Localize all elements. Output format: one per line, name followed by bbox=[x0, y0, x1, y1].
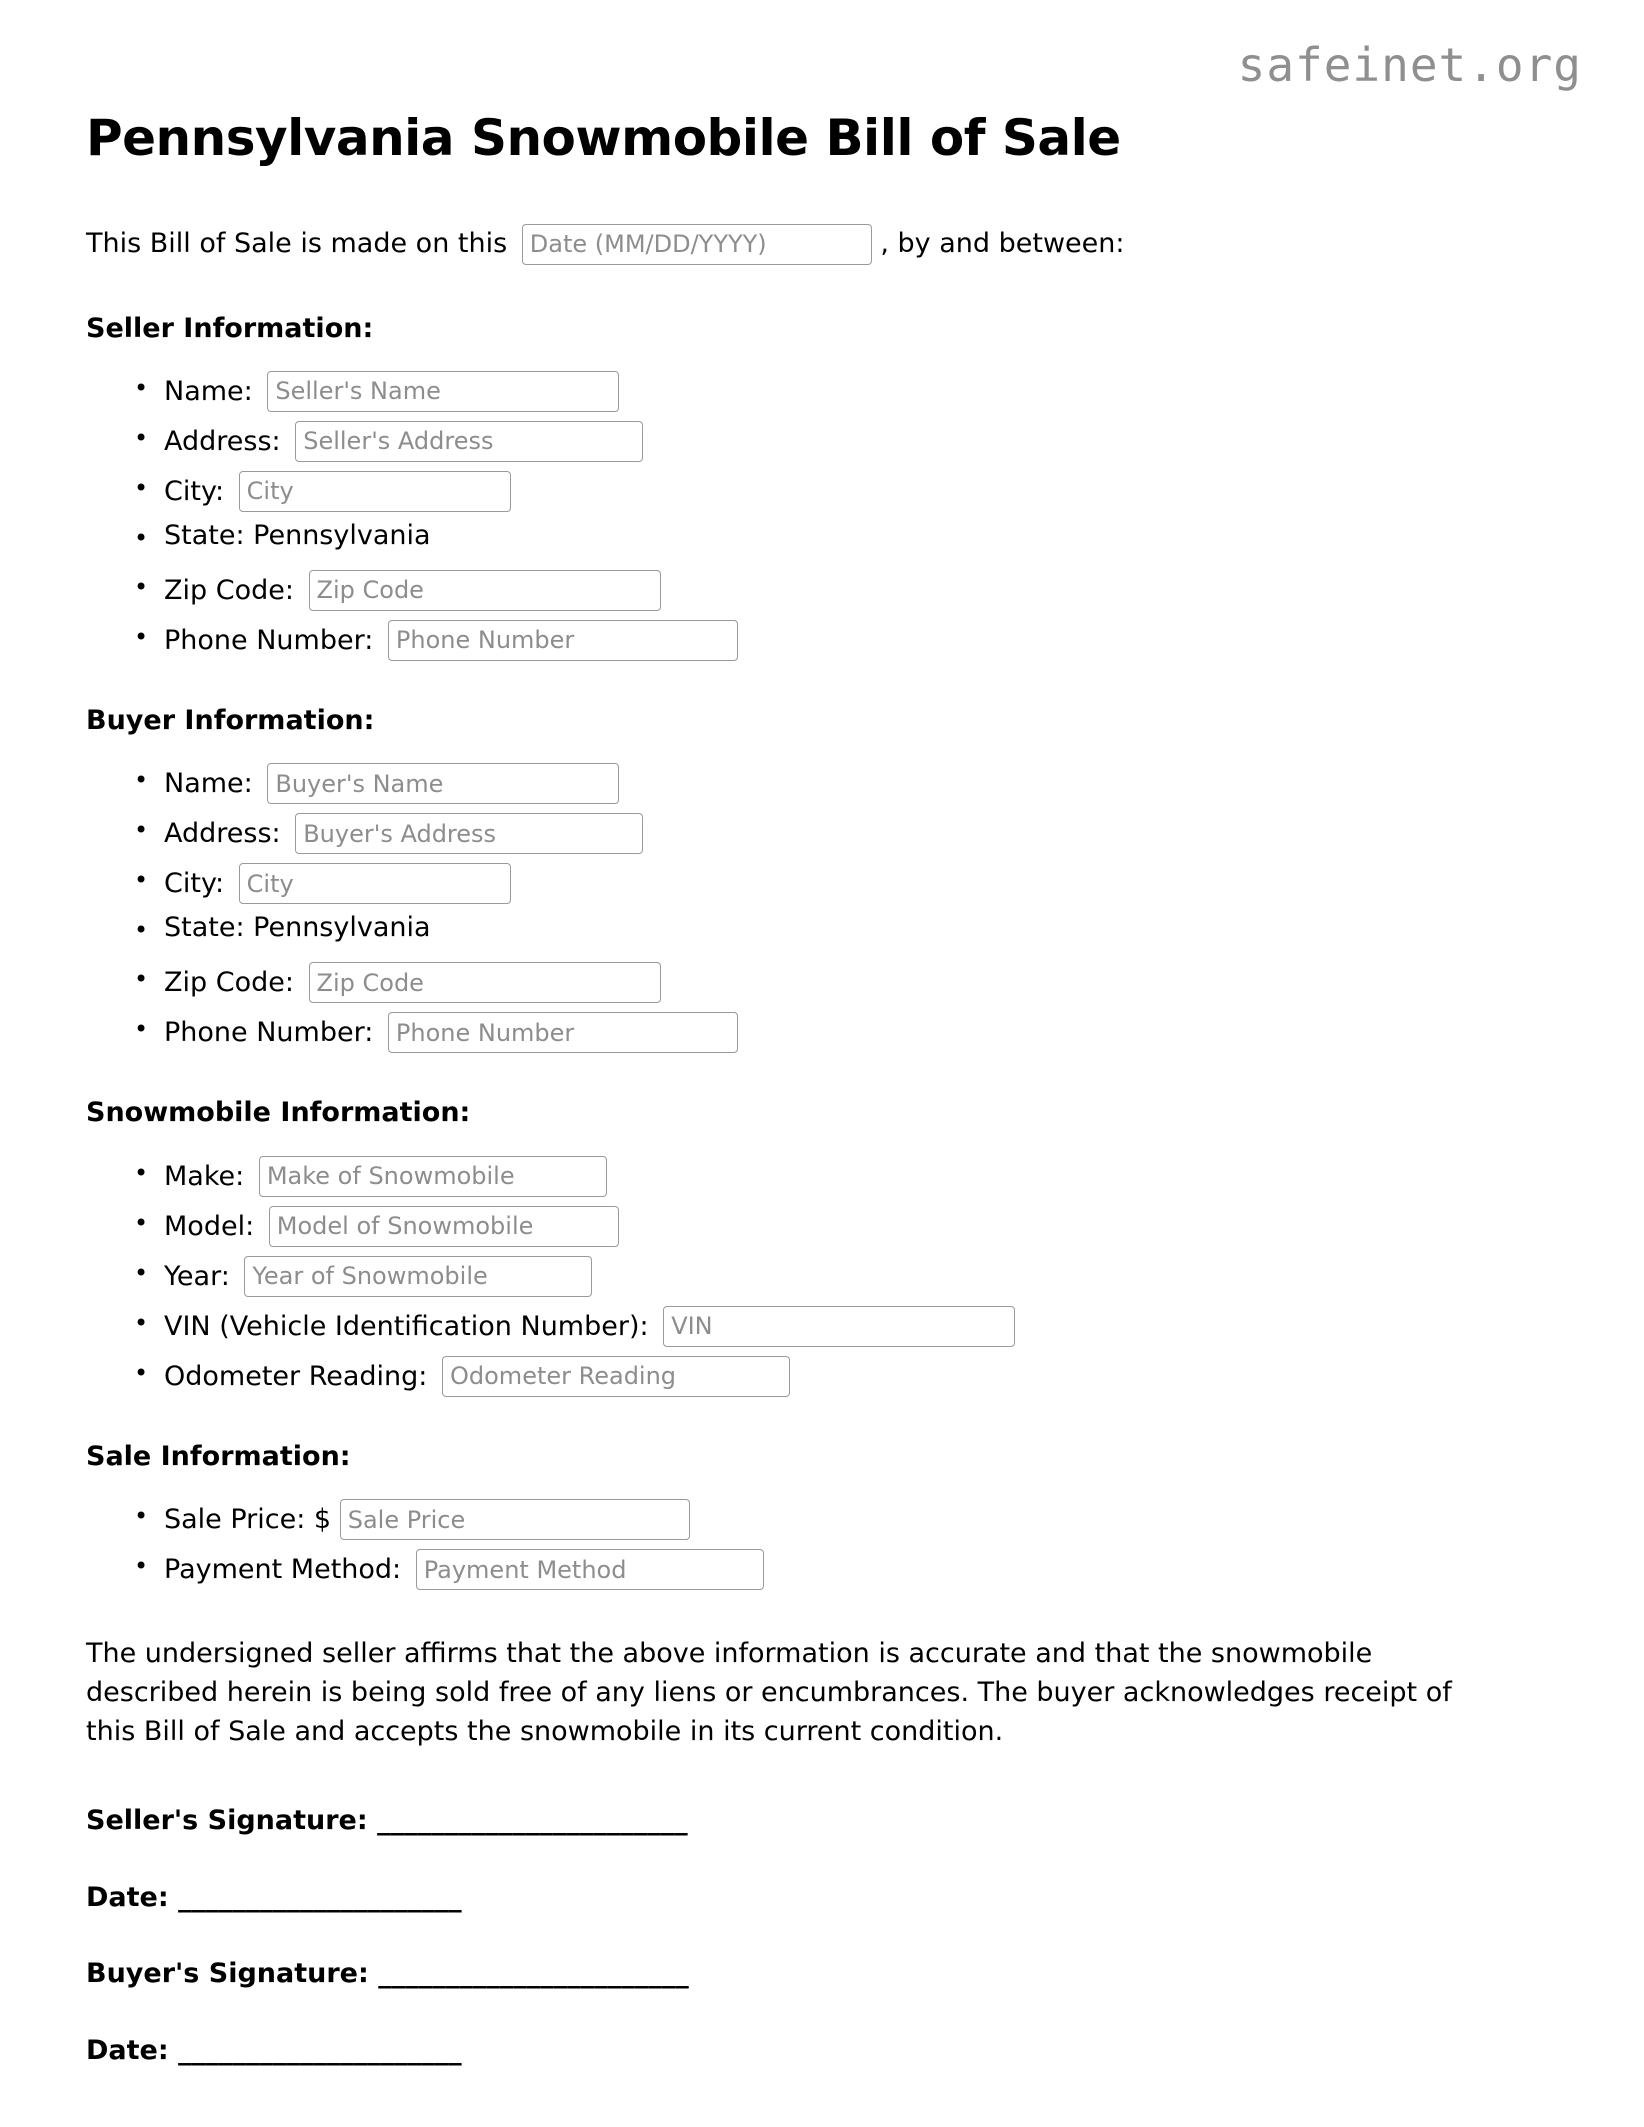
seller-date-label: Date: bbox=[86, 1881, 169, 1913]
seller-city-row bbox=[164, 471, 1556, 512]
buyer-zip-label: Zip Code: bbox=[164, 967, 294, 999]
buyer-address-input[interactable] bbox=[295, 813, 643, 854]
snowmobile-odometer-input[interactable] bbox=[442, 1356, 790, 1397]
buyer-phone-row bbox=[164, 1012, 1556, 1053]
snowmobile-section-heading: Snowmobile Information: bbox=[86, 1097, 471, 1129]
seller-city-input[interactable] bbox=[239, 471, 511, 512]
sale-field-list bbox=[86, 1499, 1556, 1590]
seller-name-row bbox=[164, 371, 1556, 412]
sale-price-input[interactable] bbox=[340, 1499, 690, 1540]
buyer-signature-label: Buyer's Signature: bbox=[86, 1958, 369, 1990]
buyer-signature-rule: _______________________ bbox=[378, 1958, 689, 1990]
buyer-zip-input[interactable] bbox=[309, 962, 661, 1003]
seller-field-list bbox=[86, 371, 1556, 661]
sale-price-row bbox=[164, 1499, 1556, 1540]
snowmobile-model-input[interactable] bbox=[269, 1206, 619, 1247]
snowmobile-year-row bbox=[164, 1256, 1556, 1297]
buyer-state-label: State: Pennsylvania bbox=[164, 912, 431, 944]
buyer-signature-line bbox=[86, 1958, 1556, 1990]
sale-price-label: Sale Price: $ bbox=[164, 1504, 332, 1536]
snowmobile-vin-label: VIN (Vehicle Identification Number): bbox=[164, 1310, 649, 1342]
date-input[interactable] bbox=[522, 224, 872, 265]
intro-text-after: , by and between: bbox=[880, 227, 1125, 259]
seller-name-label: Name: bbox=[164, 375, 253, 407]
seller-address-label: Address: bbox=[164, 425, 281, 457]
seller-state-label: State: Pennsylvania bbox=[164, 519, 431, 551]
seller-signature-label: Seller's Signature: bbox=[86, 1805, 368, 1837]
buyer-date-rule: _____________________ bbox=[178, 2034, 462, 2066]
seller-date-line bbox=[86, 1882, 1556, 1914]
buyer-city-input[interactable] bbox=[239, 863, 511, 904]
buyer-name-row bbox=[164, 763, 1556, 804]
buyer-name-input[interactable] bbox=[267, 763, 619, 804]
page-title: Pennsylvania Snowmobile Bill of Sale bbox=[86, 109, 1121, 167]
buyer-address-label: Address: bbox=[164, 818, 281, 850]
site-watermark: safeinet.org bbox=[1237, 38, 1582, 92]
payment-method-row bbox=[164, 1549, 1556, 1590]
snowmobile-make-row bbox=[164, 1156, 1556, 1197]
intro-text-before: This Bill of Sale is made on this bbox=[86, 227, 508, 259]
snowmobile-model-row bbox=[164, 1206, 1556, 1247]
buyer-city-row bbox=[164, 863, 1556, 904]
buyer-city-label: City: bbox=[164, 868, 225, 900]
snowmobile-make-label: Make: bbox=[164, 1160, 245, 1192]
seller-zip-row bbox=[164, 570, 1556, 611]
seller-signature-line bbox=[86, 1805, 1556, 1837]
buyer-state-row bbox=[164, 913, 1556, 953]
seller-phone-row bbox=[164, 620, 1556, 661]
buyer-phone-input[interactable] bbox=[388, 1012, 738, 1053]
intro-paragraph bbox=[86, 224, 1556, 265]
payment-method-label: Payment Method: bbox=[164, 1554, 402, 1586]
buyer-date-line bbox=[86, 2035, 1556, 2067]
snowmobile-field-list bbox=[86, 1156, 1556, 1397]
seller-date-rule: _____________________ bbox=[178, 1881, 462, 1913]
seller-section-heading: Seller Information: bbox=[86, 312, 374, 344]
seller-phone-label: Phone Number: bbox=[164, 624, 374, 656]
seller-address-row bbox=[164, 421, 1556, 462]
snowmobile-vin-row bbox=[164, 1306, 1556, 1347]
buyer-section-heading: Buyer Information: bbox=[86, 704, 375, 736]
payment-method-input[interactable] bbox=[416, 1549, 764, 1590]
seller-city-label: City: bbox=[164, 475, 225, 507]
snowmobile-odometer-label: Odometer Reading: bbox=[164, 1360, 428, 1392]
seller-zip-label: Zip Code: bbox=[164, 574, 294, 606]
affirmation-paragraph: The undersigned seller affirms that the above information is accurate and that the snowmobile described herein is being sold free of any liens or encumbrances. The buyer acknowledges receipt of this Bill of Sale and accepts the snowmobile in its current condition. bbox=[86, 1638, 1452, 1748]
seller-zip-input[interactable] bbox=[309, 570, 661, 611]
snowmobile-odometer-row bbox=[164, 1356, 1556, 1397]
document-body bbox=[86, 110, 1556, 2111]
snowmobile-year-input[interactable] bbox=[244, 1256, 592, 1297]
snowmobile-make-input[interactable] bbox=[259, 1156, 607, 1197]
seller-state-row bbox=[164, 521, 1556, 561]
sale-section-heading: Sale Information: bbox=[86, 1440, 351, 1472]
snowmobile-vin-input[interactable] bbox=[663, 1306, 1015, 1347]
snowmobile-model-label: Model: bbox=[164, 1210, 255, 1242]
buyer-field-list bbox=[86, 763, 1556, 1053]
seller-signature-rule: _______________________ bbox=[377, 1805, 688, 1837]
snowmobile-year-label: Year: bbox=[164, 1260, 230, 1292]
buyer-address-row bbox=[164, 813, 1556, 854]
buyer-date-label: Date: bbox=[86, 2034, 169, 2066]
buyer-phone-label: Phone Number: bbox=[164, 1017, 374, 1049]
seller-address-input[interactable] bbox=[295, 421, 643, 462]
seller-name-input[interactable] bbox=[267, 371, 619, 412]
seller-phone-input[interactable] bbox=[388, 620, 738, 661]
buyer-name-label: Name: bbox=[164, 768, 253, 800]
buyer-zip-row bbox=[164, 962, 1556, 1003]
